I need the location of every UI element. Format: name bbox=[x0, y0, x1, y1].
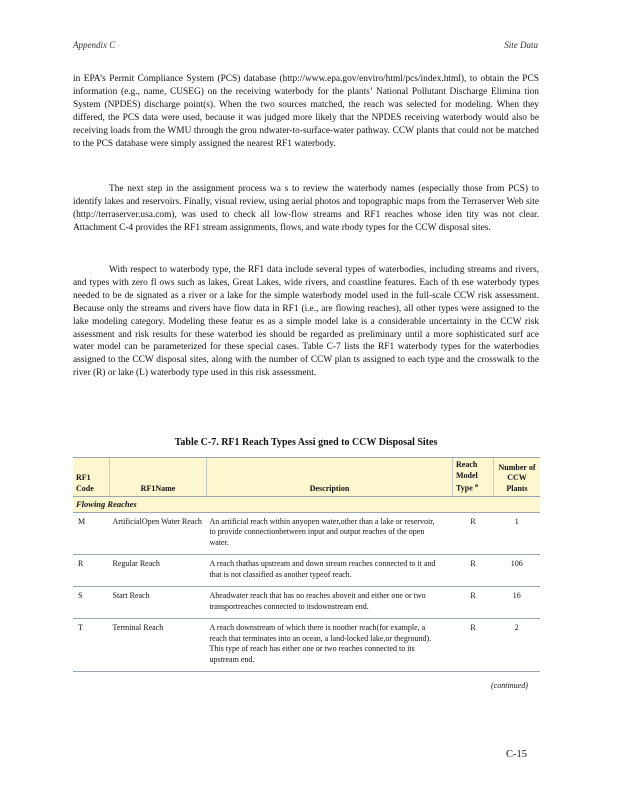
running-header-right: Site Data bbox=[504, 40, 538, 50]
cell-model-type: R bbox=[453, 619, 494, 672]
cell-model-type: R bbox=[453, 587, 494, 619]
col-header-number-of-plants: Number of CCW Plants bbox=[494, 458, 541, 497]
cell-description: A reach downstream of which there is noother reach(for example, a reach that terminates into an ocean, a land-locked lake,or theground). This type of reach has either one or two reaches connected to its upstream end. bbox=[207, 619, 453, 672]
cell-plants: 106 bbox=[494, 555, 541, 587]
cell-name: ArtificialOpen Water Reach bbox=[110, 512, 207, 555]
rf1-reach-types-table bbox=[73, 457, 540, 672]
cell-code: S bbox=[73, 587, 110, 619]
body-paragraph-2: The next step in the assignment process wa s to review the waterbody names (especially those from PCS) to identify lakes and reservoirs. Finally, visual review, using aerial photos and topographic maps from the Terraserver Web site (http://terraserver.usa.com), was used to check all low-flow streams and RF1 reaches whose iden tity was not clear. Attachment C-4 provides the RF1 stream assignments, flows, and wate rbody types for the CCW disposal sites. bbox=[73, 184, 539, 233]
table-row bbox=[73, 619, 540, 672]
cell-plants: 2 bbox=[494, 619, 541, 672]
cell-model-type: R bbox=[453, 512, 494, 555]
table-row bbox=[73, 512, 540, 555]
model-type-footnote: a bbox=[474, 482, 479, 489]
cell-description: A reach thathas upstream and down stream reaches connected to it and that is not classified as another typeof reach. bbox=[207, 555, 453, 587]
col-header-description: Description bbox=[207, 458, 453, 497]
cell-name: Terminal Reach bbox=[110, 619, 207, 672]
continued-note: (continued) bbox=[491, 681, 528, 690]
cell-plants: 1 bbox=[494, 512, 541, 555]
cell-description: Aheadwater reach that has no reaches aboveit and either one or two transportreaches connected to itsdownstream end. bbox=[207, 587, 453, 619]
cell-name: Start Reach bbox=[110, 587, 207, 619]
cell-code: T bbox=[73, 619, 110, 672]
model-type-label: Reach Model Type bbox=[456, 460, 478, 493]
cell-plants: 16 bbox=[494, 587, 541, 619]
col-header-rf1-name: RF1Name bbox=[110, 458, 207, 497]
table-header-row bbox=[73, 458, 540, 497]
table-row bbox=[73, 555, 540, 587]
running-header-left: Appendix C bbox=[73, 40, 116, 50]
cell-description: An artificial reach within anyopen water,other than a lake or reservoir, to provide connectionbetween input and output reaches of the open water. bbox=[207, 512, 453, 555]
cell-name: Regular Reach bbox=[110, 555, 207, 587]
cell-code: R bbox=[73, 555, 110, 587]
category-label: Flowing Reaches bbox=[73, 497, 540, 513]
category-row bbox=[73, 497, 540, 513]
table-caption: Table C-7. RF1 Reach Types Assi gned to CCW Disposal Sites bbox=[174, 437, 438, 448]
col-header-reach-model-type bbox=[453, 458, 494, 497]
cell-model-type: R bbox=[453, 555, 494, 587]
col-header-rf1-code: RF1 Code bbox=[73, 458, 110, 497]
body-paragraph-1: in EPA’s Permit Compliance System (PCS) database (http://www.epa.gov/enviro/html/pcs/index.html), to obtain the PCS information (e.g., name, CUSEG) on the receiving waterbody for the plants’ National Pollutant Discharge Elimina tion System (NPDES) discharge point(s). When the two sources matched, the reach was selected for modeling. When they differed, the PCS data were used, because it was judged more likely that the NPDES receiving waterbody would also be receiving loads from the WMU through the grou ndwater-to-surface-water pathway. CCW plants that could not be matched to the PCS database were simply assigned the nearest RF1 waterbody. bbox=[73, 74, 539, 149]
page-number: C-15 bbox=[506, 749, 527, 760]
body-paragraph-3: With respect to waterbody type, the RF1 data include several types of waterbodies, including streams and rivers, and types with zero fl ows such as lakes, Great Lakes, wide rivers, and coastline features. Each of th ese waterbody types needed to be de signated as a river or a lake for the simple waterbody model used in the full-scale CCW risk assessment. Because only the streams and rivers have flow data in RF1 (i.e., are flowing reaches), all other types were assigned to the lake modeling category. Modeling these featur es as a simple model lake is a considerable uncertainty in the CCW risk assessment and risk results for these waterbod ies should be regarded as preliminary until a more sophisticated surf ace water model can be parameterized for these special cases. Table C-7 lists the RF1 waterbody types for the waterbodies assigned to the CCW disposal sites, along with the number of CCW plan ts assigned to each type and the crosswalk to the river (R) or lake (L) waterbody type used in this risk assessment. bbox=[73, 265, 539, 379]
table-row bbox=[73, 587, 540, 619]
cell-code: M bbox=[73, 512, 110, 555]
